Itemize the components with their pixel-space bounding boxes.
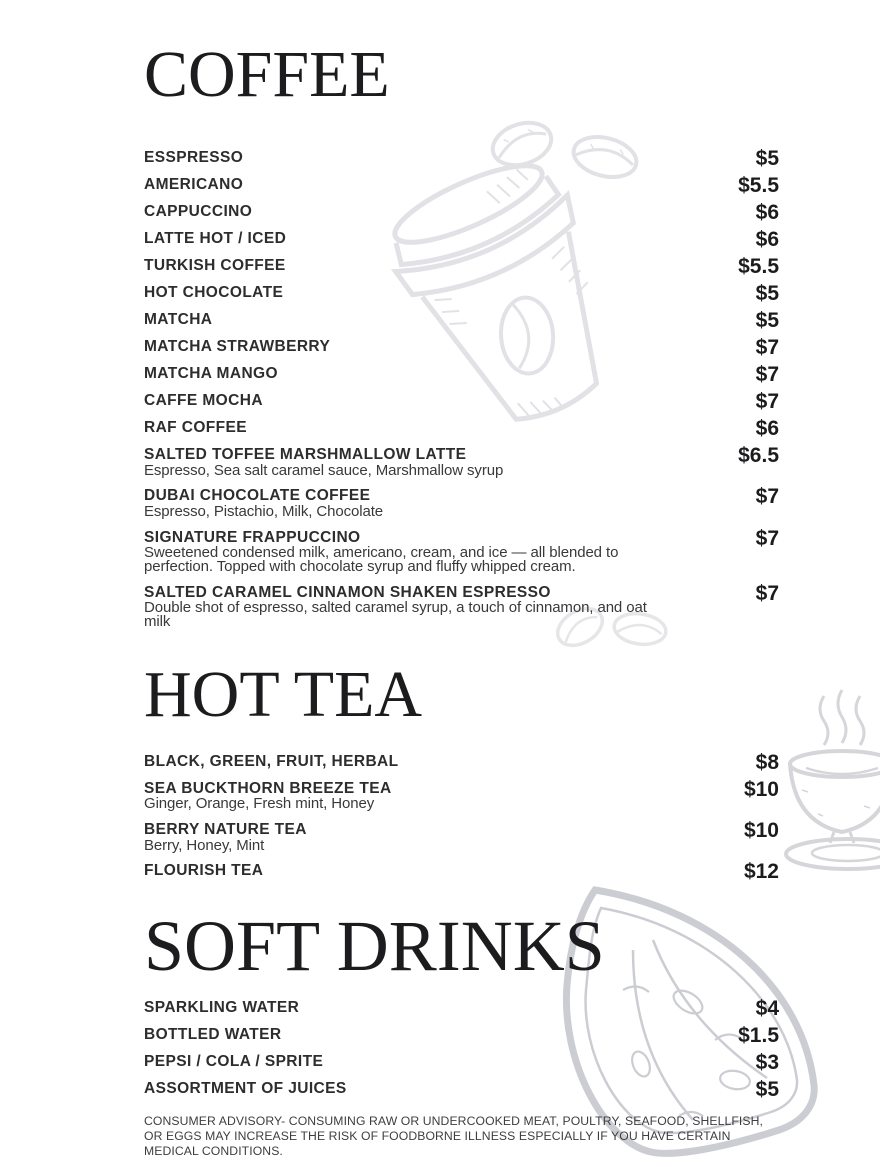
section-title-hot-tea: HOT TEA [144,657,423,731]
item-name: LATTE HOT / ICED [144,230,287,247]
menu-item-row [144,336,779,359]
item-price: $5.5 [738,174,779,197]
item-price: $5 [755,309,779,332]
hot-tea-item-list [144,750,779,884]
item-price: $7 [755,336,779,359]
item-text [144,339,740,356]
item-text [144,585,740,629]
menu-item-row [144,228,779,251]
item-name: ESSPRESSO [144,149,244,166]
item-name: SEA BUCKTHORN BREEZE TEA [144,779,392,797]
menu-item-row [144,417,779,440]
item-name: SIGNATURE FRAPPUCCINO [144,528,361,546]
item-text [144,488,740,518]
item-name: BERRY NATURE TEA [144,821,307,839]
menu-item-row [144,201,779,224]
item-description: Ginger, Orange, Fresh mint, Honey [144,795,375,813]
menu-item-row [144,1051,779,1075]
item-description: Berry, Honey, Mint [144,836,265,854]
menu-item-row [144,363,779,386]
menu-item-row [144,444,779,479]
item-text [144,863,728,880]
item-price: $12 [743,860,779,884]
menu-item-row [144,750,779,774]
item-name: MATCHA MANGO [144,365,278,382]
section-soft-drinks [144,890,779,1102]
item-text [144,530,740,574]
item-text [144,258,722,275]
item-name: DUBAI CHOCOLATE COFFEE [144,487,371,505]
item-text [144,150,740,167]
item-text [144,1054,740,1071]
item-price: $8 [755,750,779,774]
item-name: RAF COFFEE [144,419,248,436]
item-price: $4 [755,997,779,1021]
item-description: Espresso, Sea salt caramel sauce, Marshmallow syrup [144,461,504,479]
item-price: $5.5 [738,255,779,278]
item-price: $5 [755,147,779,170]
item-name: BOTTLED WATER [144,1026,282,1044]
item-price: $7 [755,485,779,509]
menu-item-row [144,819,779,854]
item-name: MATCHA [144,311,213,328]
item-name: FLOURISH TEA [144,862,264,880]
menu-item-row [144,581,779,630]
item-price: $10 [743,819,779,843]
item-text [144,366,740,383]
soft-drinks-item-list [144,997,779,1102]
item-name: SALTED TOFFEE MARSHMALLOW LATTE [144,446,467,463]
item-name: CAPPUCCINO [144,203,253,220]
menu-item-row [144,255,779,278]
menu-item-row [144,997,779,1021]
item-text [144,204,740,221]
item-text [144,1000,740,1017]
item-name: AMERICANO [144,176,244,193]
menu-item-row [144,309,779,332]
item-price: $3 [755,1051,779,1075]
item-price: $7 [755,581,779,605]
item-price: $1.5 [738,1024,779,1048]
section-title-soft-drinks: SOFT DRINKS [144,906,605,987]
item-description: Double shot of espresso, salted caramel syrup, a touch of cinnamon, and oat milk [144,599,647,630]
item-name: ASSORTMENT OF JUICES [144,1080,347,1098]
item-price: $6 [755,201,779,224]
menu-item-row [144,777,779,813]
menu-item-row [144,390,779,413]
item-price: $7 [755,363,779,386]
coffee-item-list [144,147,779,630]
item-text [144,420,740,437]
item-price: $6.5 [738,444,779,467]
item-name: SPARKLING WATER [144,999,300,1017]
item-price: $10 [743,777,779,801]
item-text [144,754,740,771]
menu-item-row [144,174,779,197]
item-price: $5 [755,282,779,305]
item-description: Espresso, Pistachio, Milk, Chocolate [144,502,384,520]
item-name: BLACK, GREEN, FRUIT, HERBAL [144,752,399,770]
item-text [144,781,728,811]
menu-item-row [144,485,779,520]
item-name: SALTED CARAMEL CINNAMON SHAKEN ESPRESSO [144,583,551,601]
menu-item-row [144,1024,779,1048]
item-text [144,1081,740,1098]
section-title-coffee: COFFEE [144,38,390,111]
item-text [144,177,722,194]
item-price: $7 [755,526,779,550]
item-name: HOT CHOCOLATE [144,284,284,301]
menu-item-row [144,147,779,170]
item-text [144,285,740,302]
item-description: Sweetened condensed milk, americano, cream, and ice — all blended to perfection. Topped with chocolate syrup and fluffy whipped cream. [144,544,619,575]
item-name: CAFFE MOCHA [144,392,263,409]
item-price: $7 [755,390,779,413]
item-text [144,312,740,329]
item-name: MATCHA STRAWBERRY [144,338,331,355]
item-text [144,1027,722,1044]
consumer-advisory-text: CONSUMER ADVISORY- CONSUMING RAW OR UNDERCOOKED MEAT, POULTRY, SEAFOOD, SHELLFISH, OR EGGS MAY INCREASE THE RISK OF FOODBORNE ILLNESS ESPECIALLY IF YOU HAVE CERTAIN MEDICAL CONDITIONS. [144,1114,764,1159]
item-text [144,447,722,477]
item-name: TURKISH COFFEE [144,257,286,274]
item-text [144,393,740,410]
menu-item-row [144,860,779,884]
menu-item-row [144,526,779,575]
section-hot-tea [144,640,779,884]
menu-footer [144,1114,779,1159]
menu-item-row [144,282,779,305]
section-coffee [144,0,779,629]
menu-item-row [144,1078,779,1102]
item-price: $5 [755,1078,779,1102]
item-name: PEPSI / COLA / SPRITE [144,1053,324,1071]
item-text [144,822,728,852]
item-price: $6 [755,228,779,251]
item-price: $6 [755,417,779,440]
item-text [144,231,740,248]
